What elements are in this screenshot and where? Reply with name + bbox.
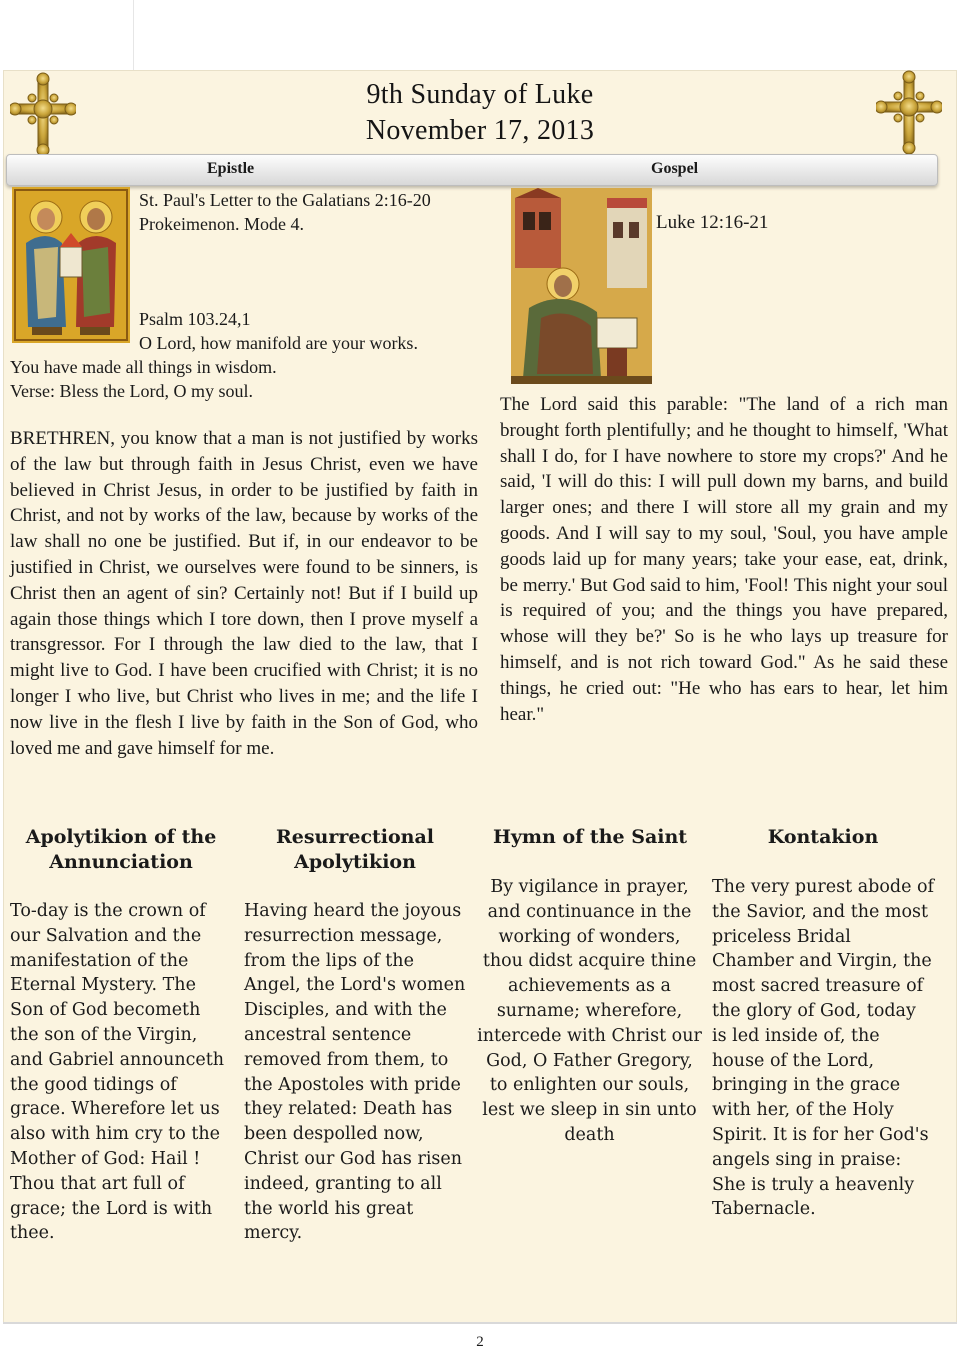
epistle-reading: BRETHREN, you know that a man is not justified by works of the law but through faith in Jesus Christ, even we have believed in Christ Jesus, in order to be justified by faith in Christ, and not by works of the law, because by works of the law shall no one be justified. But if, in our endeavor to be justified in Christ, we ourselves were found to be sinners, is Christ then an agent of sin? Certainly not! But if I build up again those things which I tore down, then I prove myself a transgressor. For I through the law died to the law, that I might live to God. I have been crucified with Christ; it is no longer I who live, but Christ who lives in me; and the life I now live in the flesh I live by faith in the Son of God, who loved me and gave himself for me. [10, 428, 478, 759]
psalm-line: O Lord, how manifold are your works. [139, 333, 418, 353]
hymn-text-annunciation: To-day is the crown of our Salvation and the manifestation of the Eternal Mystery. The Son of God becometh the son of the Virgin, and Gabriel announceth the good tidings of grace. Wherefore let us also with him cry to the Mother of God: Hail ! Thou that art full of grace; the Lord is with thee. [10, 901, 225, 1244]
psalm-line: You have made all things in wisdom. [10, 357, 277, 377]
hymn-text-saint: By vigilance in prayer, and continuance in the working of wonders, thou didst acquire thine achievements as a surname; wherefore, intercede with Christ our God, O Father Gregory, to enlighten our souls, lest we sleep in sin unto death [477, 877, 702, 1145]
hymn-title-annunciation: Apolytikion of the Annunciation [25, 826, 217, 873]
hymn-title-saint: Hymn of the Saint [492, 826, 688, 848]
page-edge-line [133, 0, 134, 70]
evangelist-luke-icon [511, 188, 652, 384]
apostles-icon [12, 187, 130, 343]
page-title: 9th Sunday of Luke [366, 79, 594, 110]
section-tab-bar [6, 154, 938, 186]
gospel-reference: Luke 12:16-21 [656, 212, 769, 233]
service-date: November 17, 2013 [365, 115, 595, 146]
psalm-reference: Psalm 103.24,1 [139, 309, 251, 329]
hymn-title-resurrectional: Resurrectional Apolytikion [275, 826, 435, 873]
tab-gospel: Gospel [651, 160, 699, 177]
tab-epistle: Epistle [207, 160, 255, 177]
psalm-verse: Verse: Bless the Lord, O my soul. [10, 381, 253, 401]
prokeimenon-label: Prokeimenon. Mode 4. [139, 214, 304, 234]
bottom-rule [3, 1322, 957, 1324]
epistle-reference: St. Paul's Letter to the Galatians 2:16-20 [139, 190, 431, 210]
hymn-text-kontakion: The very purest abode of the Savior, and the most priceless Bridal Chamber and Virgin, the most sacred treasure of the glory of God, today is led inside of, the house of the Lord, bringing in the grace with her, of the Holy Spirit. It is for her God's angels sing in praise: She is truly a heavenly Tabernacle. [712, 877, 934, 1220]
hymn-text-resurrectional: Having heard the joyous resurrection message, from the lips of the Angel, the Lord's women Disciples, and with the ancestral sentence removed from them, to the Apostoles with pride they related: Death has been despolled now, Christ our God has risen indeed, granting to all the world his great mercy. [244, 901, 466, 1244]
gospel-reading: The Lord said this parable: "The land of a rich man brought forth plentifully; and he thought to himself, 'What shall I do, for I have nowhere to store my crops?' And he said, 'I will do this: I will pull down my barns, and build larger ones; and there I will store all my grain and my goods. And I will say to my soul, 'Soul, you have ample goods laid up for many years; take your ease, eat, drink, be merry.' But God said to him, 'Fool! This night your soul is required of you; and the things you have prepared, whose will they be?' So is he who lays up treasure for himself, and is not rich toward God." As he said these things, he cried out: "He who has ears to hear, let him hear." [500, 394, 948, 725]
cross-ornament-icon [876, 70, 942, 154]
hymn-title-kontakion: Kontakion [767, 826, 879, 848]
page-number: 2 [476, 1334, 484, 1350]
cross-ornament-icon [10, 72, 76, 156]
